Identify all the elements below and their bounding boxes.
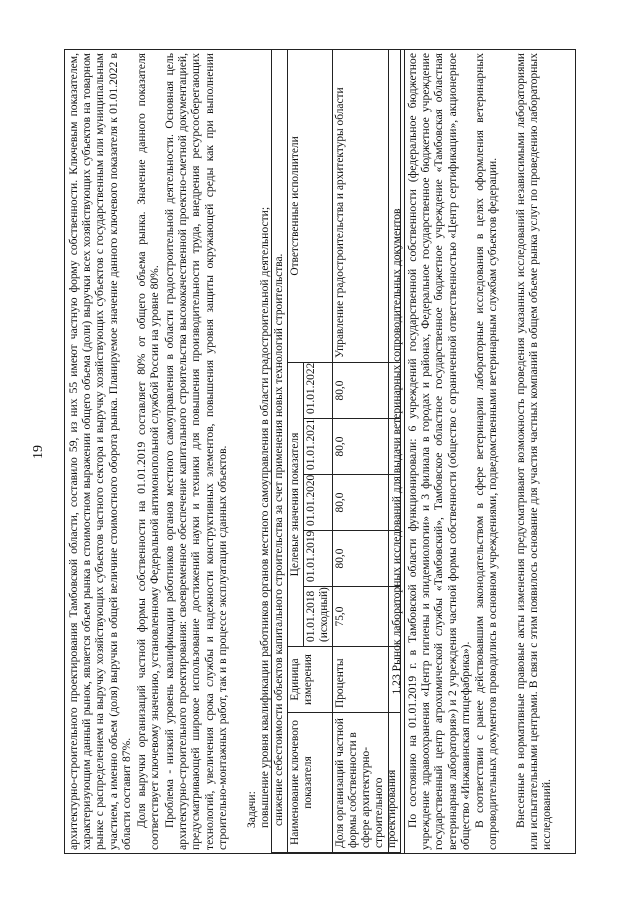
paragraph-share-note: Доля выручки организаций частной формы собственности на 01.01.2019 составляет 80% от общего объема рынка. Значение данного показателя соответствует ключевому значению, установленному Федеральной антимонопольной службой России на уровне 80%. xyxy=(135,53,162,850)
table-pre-row xyxy=(272,49,288,852)
cell-unit: Проценты xyxy=(333,647,401,713)
section-title: 1.23 Рынок лабораторных исследований для выдачи ветеринарных сопроводительных документов xyxy=(388,50,405,853)
task-item: повышение уровня квалификации работников органов местного самоуправления в области градостроительной деятельности; xyxy=(258,206,271,828)
cell-responsible: Управление градостроительства и архитектуры области xyxy=(333,49,401,362)
header-responsible: Ответственные исполнители xyxy=(288,49,333,362)
cell-value: 80,0 xyxy=(333,475,401,531)
document-frame xyxy=(64,49,576,854)
key-indicator-table xyxy=(271,49,401,853)
header-date: 01.01.2018 (исходный) xyxy=(304,587,333,647)
task-item-2: снижение себестоимости объектов капитального строительства за счет применения новых технологий строительства. xyxy=(272,49,288,852)
header-date: 01.01.2022 xyxy=(304,363,333,419)
paragraph-problem: Проблема - низкий уровень квалификации работников органов местного самоуправления в области градостроительной деятельности. Основная цель архитектурно-строительного проектирования: своевременное обеспечение капитального строительства высококачественной проектно-сметной документацией, предусматривающей широкое использование достижений науки и техники для повышения производительности труда, внедрения ресурсосберегающих технологий, увеличения срока службы и надежности конструктивных элементов, повышения уровня защиты окружающей среды как при выполнении строительно-монтажных работ, так и в процессе эксплуатации сданных объектов. xyxy=(163,53,229,850)
cell-value: 80,0 xyxy=(333,419,401,475)
paragraph-changes: Внесенные в нормативные правовые акты изменения предусматривают возможность проведения указанных исследований независимыми лабораториями или испытательными центрами. В связи с этим появилось основание для участия частных компаний в общем объеме рынка услуг по проведению лабораторных исследований. xyxy=(514,53,554,850)
header-target-values: Целевые значения показателя xyxy=(288,363,304,647)
cell-value: 80,0 xyxy=(333,531,401,587)
table-header-row xyxy=(288,49,304,852)
header-date: 01.01.2020 xyxy=(304,475,333,531)
cell-value: 75,0 xyxy=(333,587,401,647)
header-date: 01.01.2021 xyxy=(304,419,333,475)
header-unit: Единица измерения xyxy=(288,647,333,713)
cell-value: 80,0 xyxy=(333,363,401,419)
paragraph-market-overview: архитектурно-строительного проектирования Тамбовской области, составило 59, из них 55 имеют частную форму собственности. Ключевым показателем, характеризующим данный рынок, является объем рынка в стоимостном выражении общего объема (доли) выручки всех хозяйствующих субъектов на товарном рынке с распределением на выручку хозяйствующих субъектов частного сектора и выручку хозяйствующих субъектов с государственным или муниципальным участием, а именно объем (доля) выручки в общей величине стоимостного оборота рынка. Планируемое значение данного ключевого показателя к 01.01.2022 в области составит 87%. xyxy=(67,53,133,850)
header-date: 01.01.2019 xyxy=(304,531,333,587)
tasks-label: Задачи: xyxy=(245,791,258,828)
paragraph-legal: В соответствии с ранее действовавшим законодательством в сфере ветеринарии лабораторные исследования в целях оформления ветеринарных сопроводительных документов проводились в основном учреждениями, подведомственными ветеринарным службам субъектов федерации. xyxy=(473,53,500,850)
cell-indicator: Доля организаций частной формы собственности в сфере архитектурно-строительного проектирования xyxy=(333,713,401,853)
header-indicator: Наименование ключевого показателя xyxy=(288,713,333,853)
paragraph-state: По состоянию на 01.01.2019 г. в Тамбовской области функционировали: 6 учреждений государственной собственности (федеральное бюджетное учреждение здравоохранения «Центр гигиены и эпидемиологии» и 3 филиала в городах и районах, Федеральное государственное бюджетное учреждение государственный центр агрохимической службы «Тамбовский», Тамбовское областное государственное бюджетное учреждение «Тамбовская областная ветеринарная лаборатория») и 2 учреждения частной формы собственности (общество с ограниченной ответственностью «Центр сертификации», акционерное общество «Инжавинская птицефабрика»). xyxy=(406,53,472,850)
page-number: 19 xyxy=(31,445,46,459)
rotated-page-content xyxy=(64,49,576,854)
